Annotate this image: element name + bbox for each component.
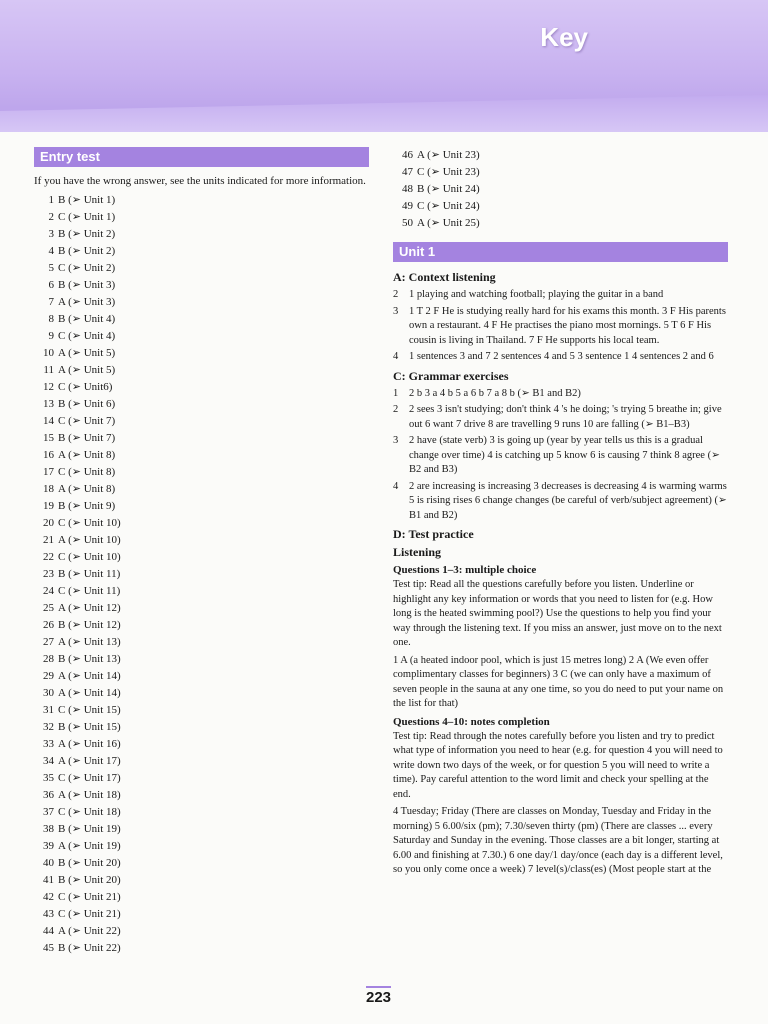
answer-row (34, 702, 369, 719)
answer-number: 39 (43, 840, 54, 852)
answers-4-7: 4 Tuesday; Friday (There are classes on Monday, Tuesday and Friday in the morning) 5 6.00/six (pm); 7.30/seven thirty (pm) (There are classes ... every Saturday and Sunday in the evening. Those classes are a bit longer, starting at 6.00 and finishing at 7.30.) 6 one day/1 day/once (each day is a different level, so you only come once a week) 7 level(s)/class(es) (Most people start at the (393, 806, 723, 875)
answer-text: A (➢ Unit 16) (58, 738, 121, 750)
listening-heading: Listening (393, 545, 442, 559)
answer-number: 42 (43, 891, 54, 903)
answer-number: 30 (43, 687, 54, 699)
answer-number: 14 (43, 415, 54, 427)
answer-row (34, 430, 369, 447)
answer-number: 29 (43, 670, 54, 682)
answer-row (34, 532, 369, 549)
answer-number: 9 (48, 330, 54, 342)
answer-text: A (➢ Unit 22) (58, 925, 121, 937)
entry-test-answers (34, 192, 369, 957)
answer-text: A (➢ Unit 19) (58, 840, 121, 852)
answer-row (393, 181, 728, 198)
list-item: 2 2 sees 3 isn't studying; don't think 4 's he doing; 's trying 5 breathe in; give out 6 want 7 drive 8 are travelling 9 runs 10 are falling (➢ B1–B3) (393, 404, 722, 430)
answer-number: 44 (43, 925, 54, 937)
unit-1-heading: Unit 1 (393, 242, 728, 262)
answer-text: A (➢ Unit 17) (58, 755, 121, 767)
answer-number: 25 (43, 602, 54, 614)
answer-text: B (➢ Unit 6) (58, 398, 116, 410)
entry-test-answers-continued (393, 147, 728, 232)
answer-text: A (➢ Unit 18) (58, 789, 121, 801)
answer-row (34, 855, 369, 872)
answer-number: 33 (43, 738, 54, 750)
answer-row (34, 821, 369, 838)
answer-text: A (➢ Unit 3) (58, 296, 116, 308)
answer-number: 49 (402, 200, 413, 212)
answer-number: 5 (48, 262, 54, 274)
answer-row (34, 277, 369, 294)
answer-row (34, 345, 369, 362)
answer-number: 2 (48, 211, 54, 223)
answer-text: C (➢ Unit 17) (58, 772, 121, 784)
answer-text: A (➢ Unit 5) (58, 347, 116, 359)
answer-text: A (➢ Unit 13) (58, 636, 121, 648)
answer-text: B (➢ Unit 15) (58, 721, 121, 733)
answer-text: B (➢ Unit 2) (58, 228, 116, 240)
answer-number: 37 (43, 806, 54, 818)
answer-row (34, 447, 369, 464)
header-banner (0, 0, 768, 132)
answer-text: B (➢ Unit 9) (58, 500, 116, 512)
answer-number: 45 (43, 942, 54, 954)
answer-row (34, 617, 369, 634)
answer-row (34, 243, 369, 260)
answer-text: A (➢ Unit 12) (58, 602, 121, 614)
answer-row (34, 209, 369, 226)
answer-text: C (➢ Unit6) (58, 381, 113, 393)
answer-text: C (➢ Unit 2) (58, 262, 116, 274)
answer-text: B (➢ Unit 11) (58, 568, 121, 580)
answer-row (393, 198, 728, 215)
answer-number: 28 (43, 653, 54, 665)
answer-number: 36 (43, 789, 54, 801)
answer-number: 24 (43, 585, 54, 597)
answer-row (34, 379, 369, 396)
answer-text: C (➢ Unit 15) (58, 704, 121, 716)
entry-test-intro: If you have the wrong answer, see the units indicated for more information. (34, 175, 366, 187)
answer-row (34, 668, 369, 685)
answer-text: B (➢ Unit 19) (58, 823, 121, 835)
page-number: 223 (366, 986, 391, 1006)
answer-text: C (➢ Unit 10) (58, 517, 121, 529)
answer-text: A (➢ Unit 8) (58, 483, 116, 495)
answer-row (34, 753, 369, 770)
answer-text: C (➢ Unit 8) (58, 466, 116, 478)
answer-number: 50 (402, 217, 413, 229)
answer-row (34, 192, 369, 209)
context-listening-heading: A: Context listening (393, 270, 496, 284)
answer-number: 32 (43, 721, 54, 733)
answer-row (34, 787, 369, 804)
answer-row (34, 311, 369, 328)
answer-text: A (➢ Unit 10) (58, 534, 121, 546)
answer-number: 46 (402, 149, 413, 161)
answer-row (393, 147, 728, 164)
answer-row (34, 481, 369, 498)
answer-number: 15 (43, 432, 54, 444)
left-column (34, 147, 369, 957)
answer-text: B (➢ Unit 2) (58, 245, 116, 257)
answer-row (34, 566, 369, 583)
answer-row (34, 600, 369, 617)
answer-row (393, 215, 728, 232)
answer-text: C (➢ Unit 11) (58, 585, 121, 597)
test-practice-heading: D: Test practice (393, 527, 474, 541)
answer-number: 40 (43, 857, 54, 869)
answers-1-3: 1 A (a heated indoor pool, which is just 15 metres long) 2 A (We even offer complimentary classes for beginners) 3 C (we can only have a maximum of seven people in the sauna at any one time, so you do need to put your name on the list for that) (393, 654, 724, 709)
answer-number: 38 (43, 823, 54, 835)
answer-number: 31 (43, 704, 54, 716)
answer-row (34, 583, 369, 600)
answer-text: C (➢ Unit 24) (417, 200, 480, 212)
answer-row (34, 396, 369, 413)
answer-text: B (➢ Unit 13) (58, 653, 121, 665)
answer-number: 1 (48, 194, 54, 206)
answer-row (34, 804, 369, 821)
answer-text: C (➢ Unit 7) (58, 415, 116, 427)
answer-row (34, 464, 369, 481)
answer-text: B (➢ Unit 1) (58, 194, 116, 206)
questions-4-10-heading: Questions 4–10: notes completion (393, 715, 550, 728)
grammar-exercises-heading: C: Grammar exercises (393, 368, 509, 383)
answer-number: 47 (402, 166, 413, 178)
answer-number: 10 (43, 347, 54, 359)
answer-text: B (➢ Unit 4) (58, 313, 116, 325)
answer-text: B (➢ Unit 3) (58, 279, 116, 291)
answer-number: 48 (402, 183, 413, 195)
right-column (393, 147, 728, 881)
answer-text: B (➢ Unit 20) (58, 857, 121, 869)
answer-row (34, 294, 369, 311)
answer-number: 22 (43, 551, 54, 563)
answer-number: 35 (43, 772, 54, 784)
answer-text: A (➢ Unit 25) (417, 217, 480, 229)
answer-row (393, 164, 728, 181)
answer-text: B (➢ Unit 20) (58, 874, 121, 886)
list-item: 3 2 have (state verb) 3 is going up (year by year tells us this is a gradual change over time) 4 is catching up 5 know 6 is causing 7 think 8 agree (➢ B2 and B3) (393, 435, 720, 475)
answer-number: 7 (48, 296, 54, 308)
answer-row (34, 940, 369, 957)
answer-row (34, 685, 369, 702)
answer-number: 17 (43, 466, 54, 478)
answer-text: A (➢ Unit 5) (58, 364, 116, 376)
answer-text: C (➢ Unit 21) (58, 908, 121, 920)
answer-number: 26 (43, 619, 54, 631)
answer-number: 3 (48, 228, 54, 240)
answer-row (34, 736, 369, 753)
answer-text: B (➢ Unit 12) (58, 619, 121, 631)
answer-text: A (➢ Unit 14) (58, 670, 121, 682)
answer-text: B (➢ Unit 24) (417, 183, 480, 195)
answer-row (34, 362, 369, 379)
questions-1-3-heading: Questions 1–3: multiple choice (393, 564, 537, 576)
answer-number: 27 (43, 636, 54, 648)
answer-text: C (➢ Unit 4) (58, 330, 116, 342)
answer-row (34, 515, 369, 532)
entry-test-heading: Entry test (34, 147, 369, 167)
answer-number: 21 (43, 534, 54, 546)
answer-number: 34 (43, 755, 54, 767)
answer-text: C (➢ Unit 18) (58, 806, 121, 818)
answer-text: C (➢ Unit 23) (417, 166, 480, 178)
answer-number: 13 (43, 398, 54, 410)
answer-row (34, 838, 369, 855)
answer-number: 18 (43, 483, 54, 495)
answer-text: B (➢ Unit 22) (58, 942, 121, 954)
answer-text: C (➢ Unit 1) (58, 211, 116, 223)
answer-number: 16 (43, 449, 54, 461)
answer-number: 8 (48, 313, 54, 325)
answer-text: C (➢ Unit 10) (58, 551, 121, 563)
answer-row (34, 719, 369, 736)
answer-row (34, 549, 369, 566)
answer-row (34, 889, 369, 906)
answer-number: 11 (43, 364, 54, 376)
list-item: 4 2 are increasing is increasing 3 decreases is decreasing 4 is warming warms 5 is rising rises 6 change changes (be careful of verb/subject agreement) (➢ B1 and B2) (393, 480, 727, 521)
answer-row (34, 328, 369, 345)
answer-number: 19 (43, 500, 54, 512)
answer-row (34, 651, 369, 668)
test-tip-1: Test tip: Read all the questions carefully before you listen. Underline or highlight any key information or words that you need to listen for (e.g. How long is the heated swimming pool?) Use the questions to help you find your way through the listening text. If you miss an answer, just move on to the next one. (393, 579, 722, 648)
test-tip-2: Test tip: Read through the notes carefully before you listen and try to predict what type of information you need to hear (e.g. for question 4 you will need to write down two days of the week, or for question 5 you will need to write a time). Pay careful attention to the word limit and check your spelling at the end. (393, 730, 723, 800)
answer-row (34, 498, 369, 515)
answer-row (34, 260, 369, 277)
answer-row (34, 634, 369, 651)
answer-number: 4 (48, 245, 54, 257)
answer-text: C (➢ Unit 21) (58, 891, 121, 903)
answer-number: 43 (43, 908, 54, 920)
list-item: 2 1 playing and watching football; playing the guitar in a band (393, 289, 664, 300)
answer-text: A (➢ Unit 8) (58, 449, 116, 461)
answer-row (34, 226, 369, 243)
answer-number: 20 (43, 517, 54, 529)
page-title: Key (540, 22, 588, 52)
answer-row (34, 770, 369, 787)
answer-text: B (➢ Unit 7) (58, 432, 116, 444)
list-item: 3 1 T 2 F He is studying really hard for his exams this month. 3 F His parents own a restaurant. 4 F He practises the piano most mornings. 5 T 6 F His cousin is living in Thailand. 7 F He supports his local team. (393, 305, 726, 346)
answer-row (34, 923, 369, 940)
banner-wedge (0, 95, 768, 132)
answer-row (34, 872, 369, 889)
answer-number: 23 (43, 568, 54, 580)
list-item: 1 2 b 3 a 4 b 5 a 6 b 7 a 8 b (➢ B1 and B2) (393, 387, 581, 399)
list-item: 4 1 sentences 3 and 7 2 sentences 4 and 5 3 sentence 1 4 sentences 2 and 6 (393, 351, 714, 362)
answer-text: A (➢ Unit 23) (417, 149, 480, 161)
answer-text: A (➢ Unit 14) (58, 687, 121, 699)
answer-number: 12 (43, 381, 54, 393)
answer-number: 6 (48, 279, 54, 291)
answer-row (34, 413, 369, 430)
answer-number: 41 (43, 874, 54, 886)
answer-row (34, 906, 369, 923)
